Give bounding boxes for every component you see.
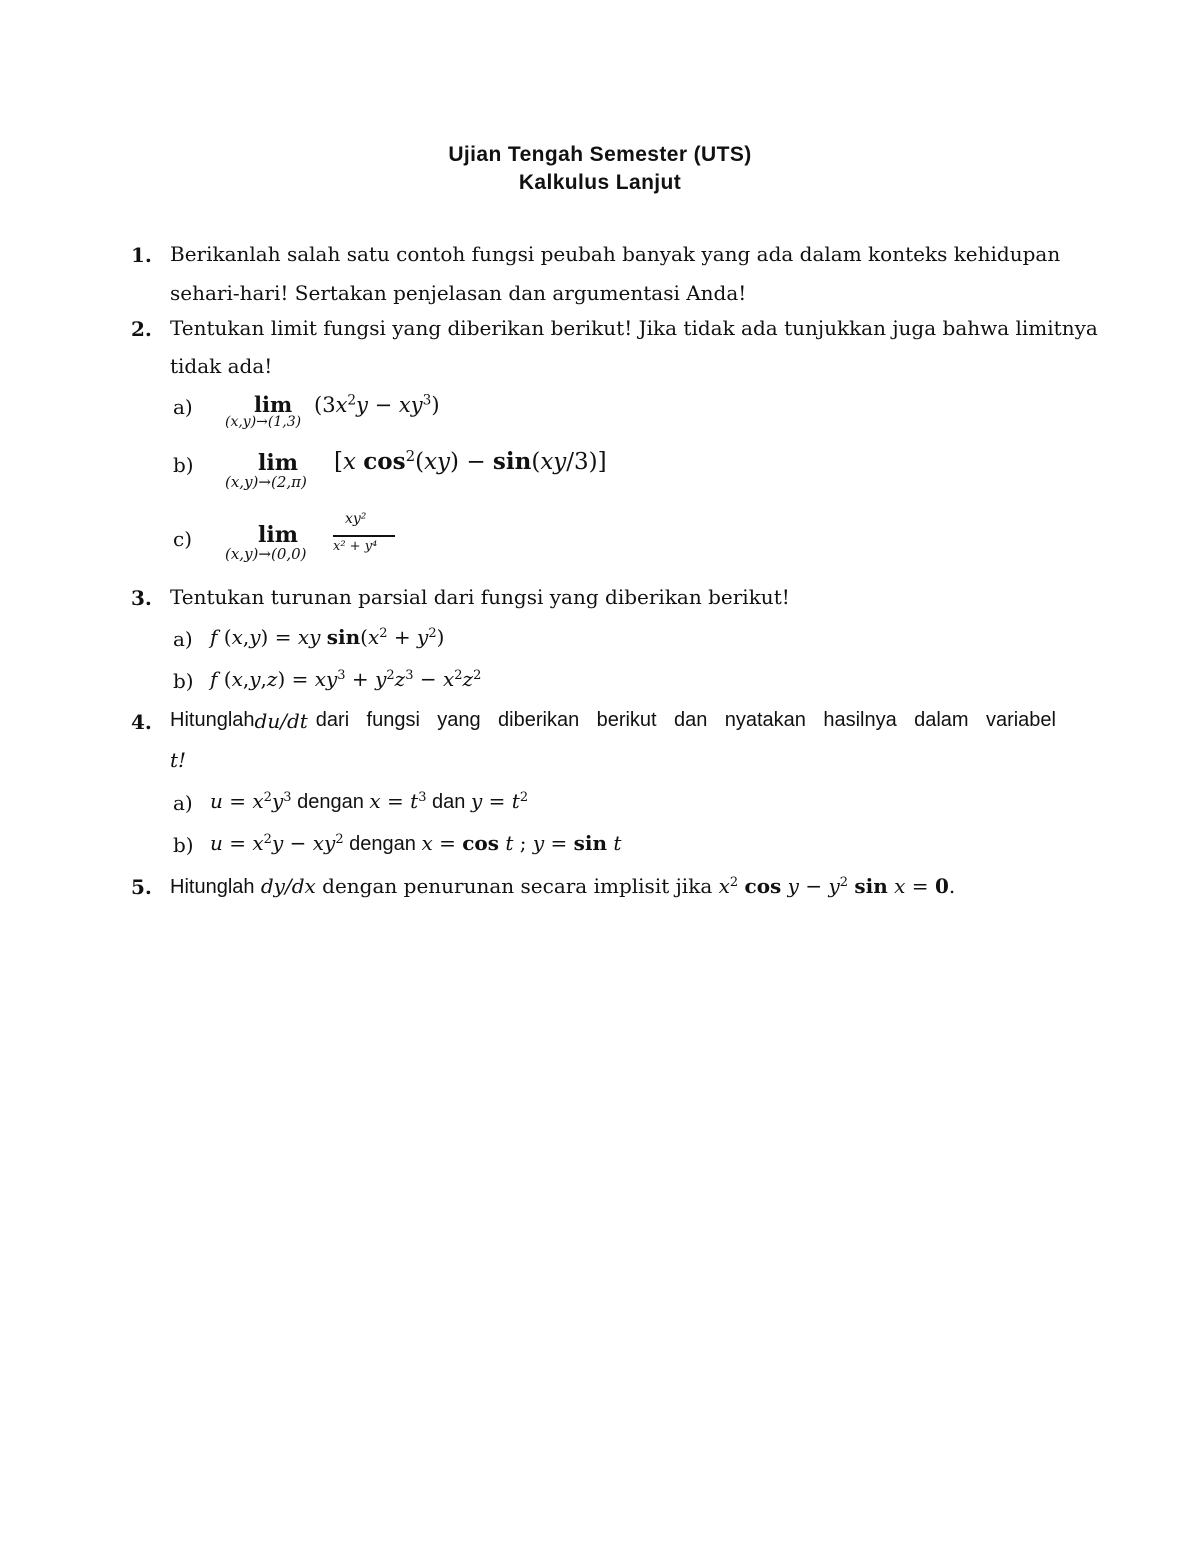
derivative-notation: du/dt (254, 709, 308, 733)
fraction-denominator: x² + y⁴ (333, 539, 378, 554)
question-text-line: Hitunglah du/dt dari fungsi yang diberikan berikut dan nyatakan hasilnya dalam variabel (170, 709, 1056, 733)
function-expression: $u = x^2y^3$ dengan $x = t^3$ dan $y = t^2$ (210, 789, 529, 813)
document-title: Ujian Tengah Semester (UTS) (448, 143, 752, 166)
limit-expression: $(3x^2y - xy^3)$ (314, 392, 440, 417)
function-expression: f (x,y) = xy $\sin(x^2 + y^2)$ (210, 625, 445, 649)
document-subtitle: Kalkulus Lanjut (518, 171, 682, 194)
function-expression: $u = x^2y - xy^2$ dengan x = cos t ; y = sin t (210, 831, 622, 855)
lim-operator: lim (258, 450, 298, 476)
part-label: a) (173, 627, 193, 651)
part-label: b) (173, 453, 194, 477)
question-text-line: Tentukan limit fungsi yang diberikan berikut! Jika tidak ada tunjukkan juga bahwa limitnya (170, 316, 1098, 340)
lim-operator: lim (258, 522, 298, 548)
lim-operator: lim (254, 392, 293, 417)
fraction-bar (333, 535, 395, 537)
part-label: a) (173, 395, 193, 419)
question-text-line: Berikanlah salah satu contoh fungsi peubah banyak yang ada dalam konteks kehidupan (170, 242, 1061, 266)
limit-expression: [x $\cos^2(xy) - \sin(xy/3)$] (334, 446, 607, 475)
question-text-line: sehari-hari! Sertakan penjelasan dan argumentasi Anda! (170, 281, 747, 305)
question-number: 4. (131, 710, 152, 734)
part-label: b) (173, 833, 194, 857)
lim-approach: (x,y)→(2,π) (225, 473, 307, 491)
fraction-numerator: xy² (345, 511, 367, 527)
part-label: a) (173, 791, 193, 815)
question-text-line: tidak ada! (170, 354, 273, 378)
question-text-line: Tentukan turunan parsial dari fungsi yang diberikan berikut! (170, 585, 790, 609)
question-number: 2. (131, 317, 152, 341)
implicit-equation: $x^2$ $\cos y - y^2$ sin x = 0 (718, 874, 949, 898)
part-label: b) (173, 669, 194, 693)
question-text-line: Hitunglah dy/dx dengan penurunan secara implisit jika $x^2$ $\cos y - y^2$ sin x = 0. (170, 874, 956, 898)
question-number: 5. (131, 875, 152, 899)
lim-approach: (x,y)→(1,3) (225, 414, 302, 430)
lim-approach: (x,y)→(0,0) (225, 545, 307, 563)
question-number: 1. (131, 243, 152, 267)
function-expression: f $(x,y,z) = xy^3 + y^2z^3 - x^2z^2$ (210, 667, 482, 691)
question-text-line: t! (170, 748, 187, 772)
question-number: 3. (131, 586, 152, 610)
part-label: c) (173, 527, 193, 551)
derivative-notation: dy/dx (260, 874, 316, 898)
